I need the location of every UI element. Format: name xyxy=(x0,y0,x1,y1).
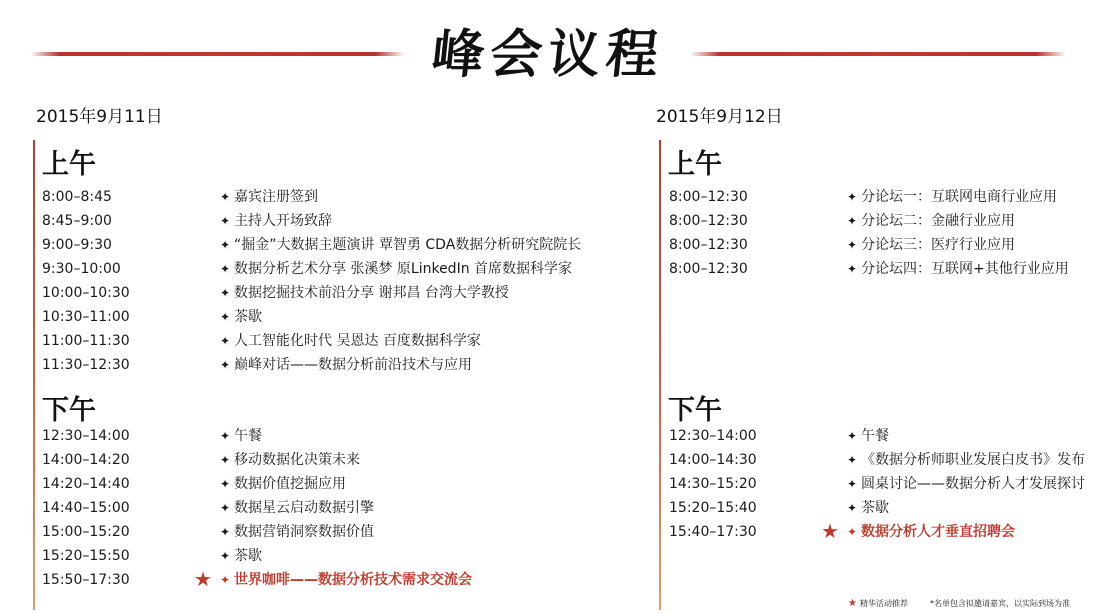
day1-afternoon-label: 下午 xyxy=(42,395,96,426)
session-title: 圆桌讨论——数据分析人才发展探讨 xyxy=(861,476,1085,492)
title-divider-left xyxy=(30,52,405,56)
session-time: 8:00–12:30 xyxy=(669,261,748,277)
session-item xyxy=(218,305,262,329)
bullet-sparkle-icon: ✦ xyxy=(219,238,231,252)
session-item xyxy=(218,568,472,592)
session-item xyxy=(218,472,346,496)
session-item xyxy=(845,520,1015,544)
session-item xyxy=(845,496,889,520)
session-title: 嘉宾注册签到 xyxy=(234,189,318,205)
session-time: 12:30–14:00 xyxy=(669,428,757,444)
schedule-row xyxy=(42,496,562,520)
schedule-row xyxy=(42,568,562,592)
bullet-sparkle-icon: ✦ xyxy=(219,477,231,491)
session-time: 15:00–15:20 xyxy=(42,524,130,540)
schedule-row xyxy=(669,448,1096,472)
session-title: 午餐 xyxy=(861,428,889,444)
session-item xyxy=(218,233,581,257)
highlight-star-icon: ★ xyxy=(194,567,212,591)
session-item xyxy=(845,257,1069,281)
session-title: 分论坛四：互联网+其他行业应用 xyxy=(861,261,1069,277)
day1-morning-label: 上午 xyxy=(42,149,96,180)
session-time: 8:00–12:30 xyxy=(669,189,748,205)
schedule-row xyxy=(42,281,562,305)
session-time: 8:00–8:45 xyxy=(42,189,112,205)
schedule-row xyxy=(42,544,562,568)
session-item xyxy=(218,185,318,209)
session-title: 数据营销洞察数据价值 xyxy=(234,524,374,540)
session-time: 8:00–12:30 xyxy=(669,213,748,229)
bullet-sparkle-icon: ✦ xyxy=(219,525,231,539)
session-time: 10:00–10:30 xyxy=(42,285,130,301)
session-time: 11:30–12:30 xyxy=(42,357,130,373)
schedule-row xyxy=(42,329,562,353)
bullet-sparkle-icon: ✦ xyxy=(219,453,231,467)
session-time: 9:00–9:30 xyxy=(42,237,112,253)
title-divider-right xyxy=(690,52,1066,56)
session-time: 14:00–14:30 xyxy=(669,452,757,468)
session-time: 10:30–11:00 xyxy=(42,309,130,325)
session-title: 茶歇 xyxy=(234,548,262,564)
session-title: 数据星云启动数据引擎 xyxy=(234,500,374,516)
session-item xyxy=(218,353,472,377)
bullet-sparkle-icon: ✦ xyxy=(846,190,858,204)
session-time: 8:00–12:30 xyxy=(669,237,748,253)
session-time: 15:20–15:40 xyxy=(669,500,757,516)
session-title: “掘金”大数据主题演讲 覃智勇 CDA数据分析研究院院长 xyxy=(234,237,582,253)
session-title: 数据挖掘技术前沿分享 谢邦昌 台湾大学教授 xyxy=(234,285,509,301)
schedule-row xyxy=(669,185,1096,209)
session-item xyxy=(218,520,374,544)
schedule-row xyxy=(669,257,1096,281)
session-title: 人工智能化时代 吴恩达 百度数据科学家 xyxy=(234,333,481,349)
schedule-row xyxy=(669,233,1096,257)
bullet-sparkle-icon: ✦ xyxy=(846,429,858,443)
schedule-row xyxy=(42,472,562,496)
session-item xyxy=(218,281,509,305)
day2-date: 2015年9月12日 xyxy=(656,107,783,127)
bullet-sparkle-icon: ✦ xyxy=(219,310,231,324)
session-time: 14:20–14:40 xyxy=(42,476,130,492)
schedule-row xyxy=(669,496,1096,520)
session-time: 8:45–9:00 xyxy=(42,213,112,229)
bullet-sparkle-icon: ✦ xyxy=(846,501,858,515)
schedule-row xyxy=(42,424,562,448)
schedule-row xyxy=(42,233,582,257)
bullet-sparkle-icon: ✦ xyxy=(219,334,231,348)
day2-morning-label: 上午 xyxy=(668,149,722,180)
schedule-row xyxy=(669,520,1096,544)
session-time: 15:50–17:30 xyxy=(42,572,130,588)
session-title: 主持人开场致辞 xyxy=(234,213,332,229)
bullet-sparkle-icon: ✦ xyxy=(846,262,858,276)
session-item xyxy=(845,185,1057,209)
bullet-sparkle-icon: ✦ xyxy=(219,358,231,372)
bullet-sparkle-icon: ✦ xyxy=(219,262,231,276)
session-item xyxy=(845,424,889,448)
page-title: 峰会议程 xyxy=(428,24,668,85)
highlight-star-icon: ★ xyxy=(821,519,839,543)
session-time: 14:30–15:20 xyxy=(669,476,757,492)
legend-highlight-label: 精华活动推荐 xyxy=(859,599,908,608)
session-time: 15:40–17:30 xyxy=(669,524,757,540)
schedule-row xyxy=(42,257,573,281)
session-item xyxy=(218,544,262,568)
bullet-sparkle-icon: ✦ xyxy=(219,501,231,515)
session-time: 9:30–10:00 xyxy=(42,261,121,277)
legend xyxy=(848,598,1070,609)
bullet-sparkle-icon: ✦ xyxy=(219,214,231,228)
session-time: 15:20–15:50 xyxy=(42,548,130,564)
schedule-row xyxy=(42,185,562,209)
session-title: 移动数据化决策未来 xyxy=(234,452,360,468)
session-title: 《数据分析师职业发展白皮书》发布 xyxy=(861,452,1085,468)
session-title: 巅峰对话——数据分析前沿技术与应用 xyxy=(234,357,472,373)
schedule-row xyxy=(669,209,1096,233)
session-item xyxy=(218,448,360,472)
session-item xyxy=(218,496,374,520)
schedule-row xyxy=(42,448,562,472)
bullet-sparkle-icon: ✦ xyxy=(219,429,231,443)
schedule-row xyxy=(42,353,562,377)
schedule-row xyxy=(669,424,1096,448)
session-item xyxy=(218,329,481,353)
day2-afternoon-label: 下午 xyxy=(668,395,722,426)
session-time: 14:00–14:20 xyxy=(42,452,130,468)
bullet-sparkle-icon: ✦ xyxy=(846,453,858,467)
session-title: 数据分析人才垂直招聘会 xyxy=(861,524,1015,540)
schedule-row xyxy=(42,520,562,544)
session-item xyxy=(218,209,332,233)
session-item xyxy=(218,257,572,281)
session-item xyxy=(845,209,1015,233)
day1-timeline xyxy=(33,140,35,610)
schedule-row xyxy=(42,209,562,233)
bullet-sparkle-icon: ✦ xyxy=(219,286,231,300)
bullet-sparkle-icon: ✦ xyxy=(219,190,231,204)
bullet-sparkle-icon: ✦ xyxy=(219,549,231,563)
schedule-row xyxy=(42,305,562,329)
session-time: 14:40–15:00 xyxy=(42,500,130,516)
bullet-sparkle-icon: ✦ xyxy=(846,525,858,539)
session-time: 12:30–14:00 xyxy=(42,428,130,444)
session-item xyxy=(845,233,1015,257)
session-item xyxy=(218,424,262,448)
legend-note: *名单包含拟邀请嘉宾，以实际到场为准 xyxy=(929,599,1070,608)
bullet-sparkle-icon: ✦ xyxy=(219,573,231,587)
session-title: 午餐 xyxy=(234,428,262,444)
session-title: 分论坛二：金融行业应用 xyxy=(861,213,1015,229)
session-item xyxy=(845,472,1085,496)
session-title: 分论坛一：互联网电商行业应用 xyxy=(861,189,1057,205)
session-time: 11:00–11:30 xyxy=(42,333,130,349)
session-title: 茶歇 xyxy=(234,309,262,325)
bullet-sparkle-icon: ✦ xyxy=(846,238,858,252)
schedule-row xyxy=(669,472,1096,496)
session-title: 茶歇 xyxy=(861,500,889,516)
session-title: 数据价值挖掘应用 xyxy=(234,476,346,492)
session-title: 数据分析艺术分享 张溪梦 原LinkedIn 首席数据科学家 xyxy=(234,261,573,277)
bullet-sparkle-icon: ✦ xyxy=(846,477,858,491)
day1-date: 2015年9月11日 xyxy=(36,107,163,127)
bullet-sparkle-icon: ✦ xyxy=(846,214,858,228)
session-title: 世界咖啡——数据分析技术需求交流会 xyxy=(234,572,472,588)
legend-star-icon: ★ xyxy=(848,598,857,609)
session-title: 分论坛三：医疗行业应用 xyxy=(861,237,1015,253)
day2-timeline xyxy=(659,140,661,610)
session-item xyxy=(845,448,1085,472)
